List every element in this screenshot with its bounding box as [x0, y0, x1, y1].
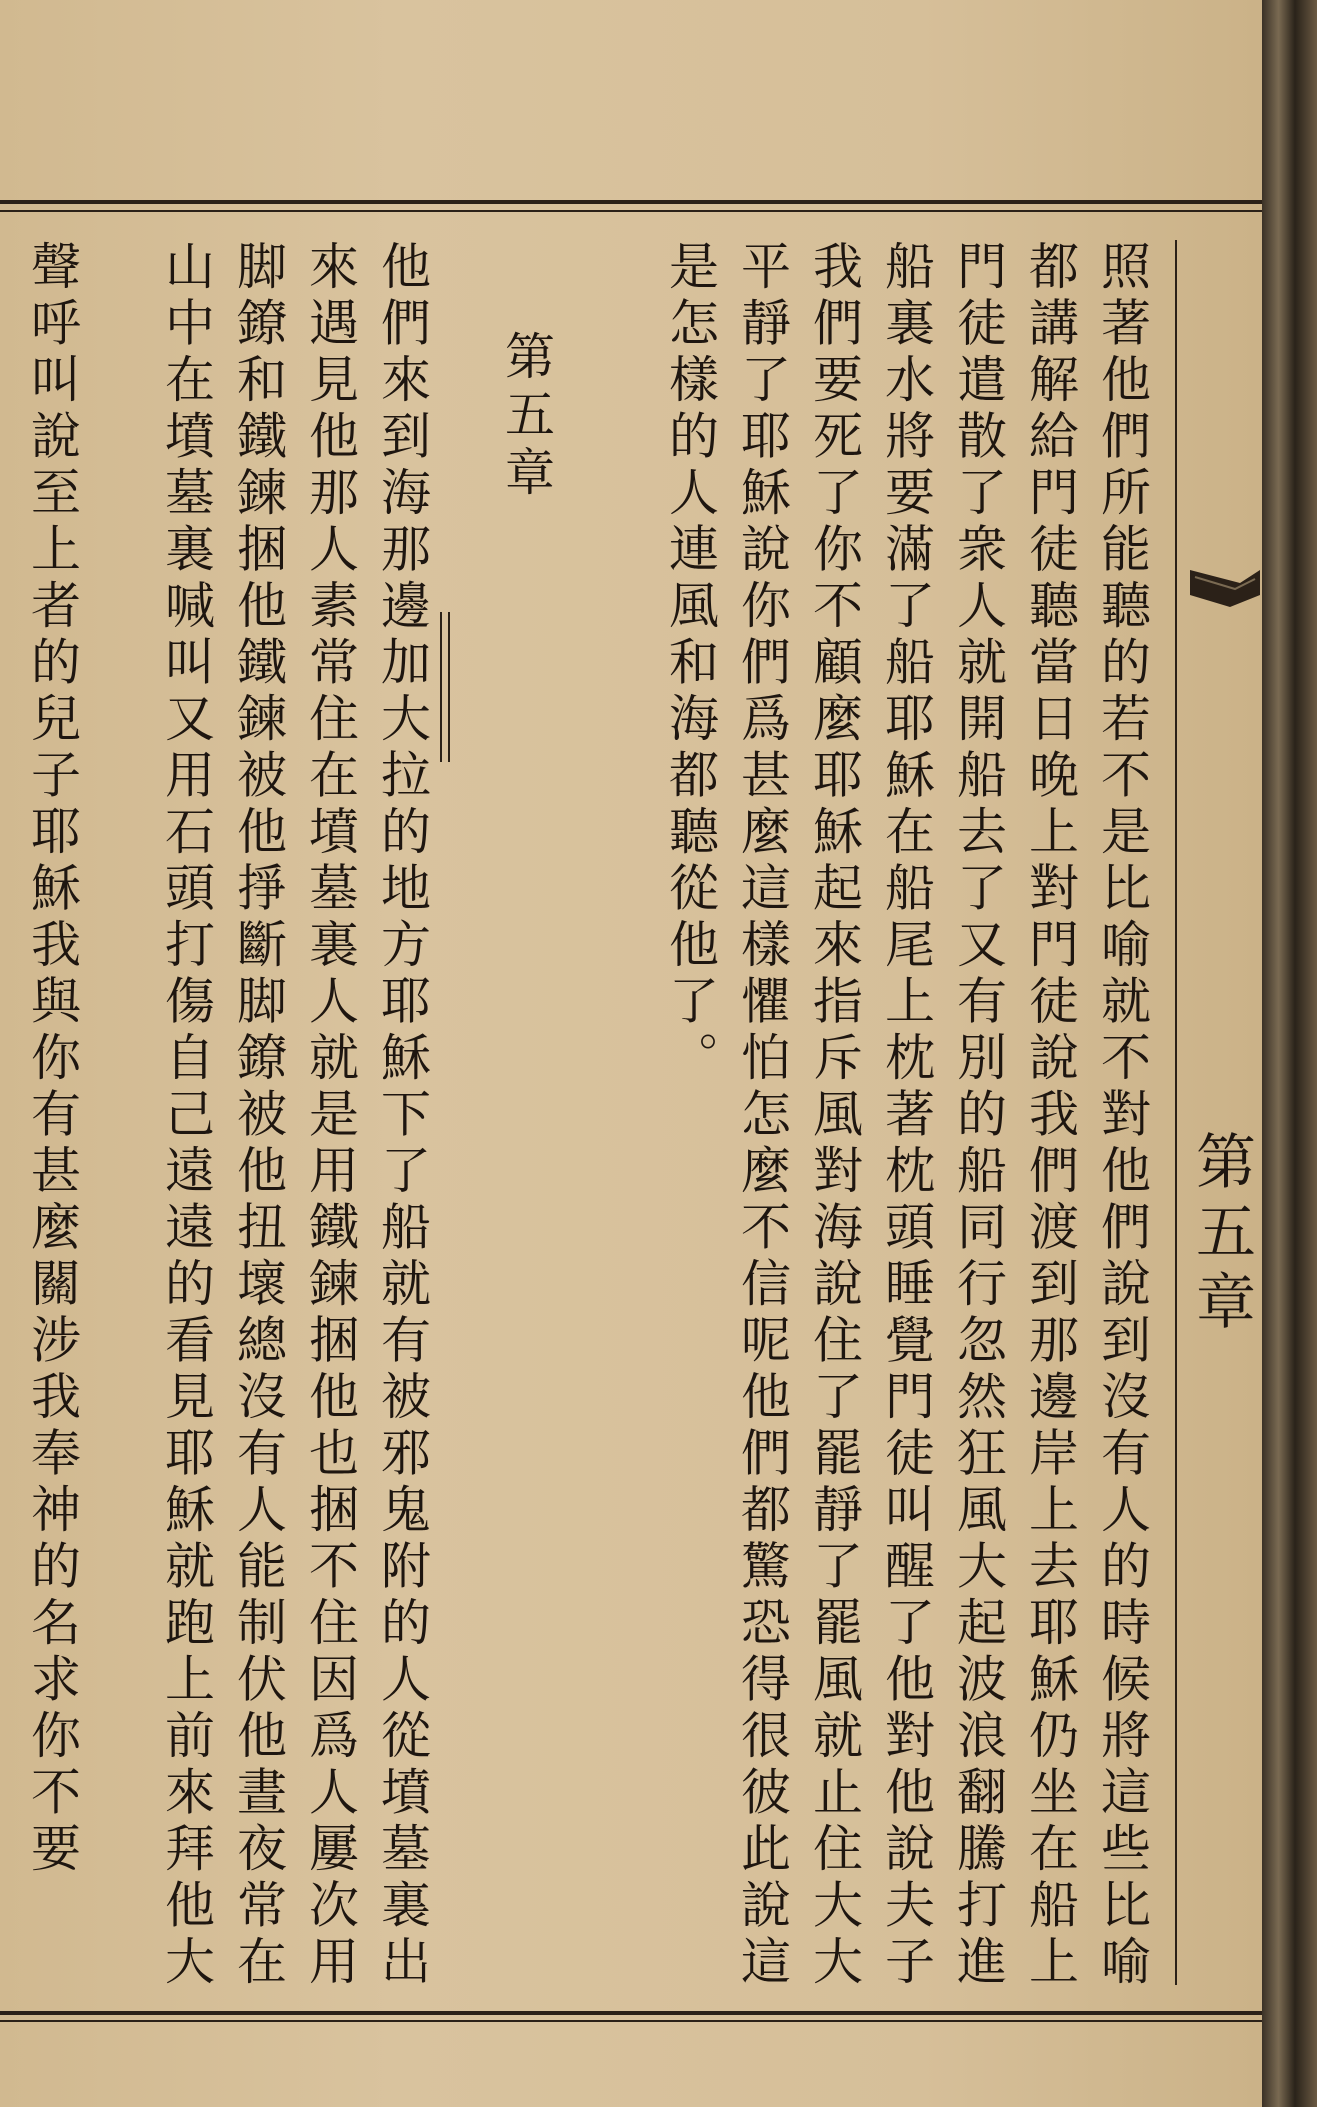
place-name-underline: [440, 612, 450, 762]
margin-divider-rule: [1175, 240, 1177, 1985]
bottom-border-rule-inner: [0, 2020, 1262, 2022]
text-column: 脚鐐和鐵鍊捆他鐵鍊被他掙斷脚鐐被他扭壞總沒有人能制伏他晝夜常在: [229, 240, 287, 1992]
page-edge: [1262, 0, 1317, 2107]
text-column: 照著他們所能聽的若不是比喻就不對他們說到沒有人的時候將這些比喻: [1093, 240, 1151, 1992]
text-column: 山中在墳墓裏喊叫又用石頭打傷自己遠遠的看見耶穌就跑上前來拜他大: [157, 240, 215, 1992]
text-column: 是怎樣的人連風和海都聽從他了。: [661, 240, 719, 1088]
section-title: 第五章: [497, 330, 555, 504]
text-column: 我們要死了你不顧麼耶穌起來指斥風對海說住了罷靜了罷風就止住大大: [805, 240, 863, 1992]
top-border-rule-inner: [0, 210, 1262, 212]
text-column: 來遇見他那人素常住在墳墓裏人就是用鐵鍊捆他也捆不住因爲人屢次用: [301, 240, 359, 1992]
text-column: 船裏水將要滿了船耶穌在船尾上枕著枕頭睡覺門徒叫醒了他對他說夫子: [877, 240, 935, 1992]
bottom-border-rule: [0, 2011, 1262, 2015]
text-column: 他們來到海那邊加大拉的地方耶穌下了船就有被邪鬼附的人從墳墓裏出: [373, 240, 431, 1992]
top-border-rule: [0, 200, 1262, 204]
text-column: 聲呼叫說至上者的兒子耶穌我與你有甚麼關涉我奉神的名求你不要: [23, 240, 81, 1879]
text-column: 門徒遣散了衆人就開船去了又有別的船同行忽然狂風大起波浪翻騰打進: [949, 240, 1007, 1992]
fold-mark-icon: [1190, 565, 1260, 610]
running-header-chapter: 第五章: [1186, 1130, 1256, 1340]
text-column: 都講解給門徒聽當日晚上對門徒說我們渡到那邊岸上去耶穌仍坐在船上: [1021, 240, 1079, 1992]
text-column: 平靜了耶穌說你們爲甚麼這樣懼怕怎麼不信呢他們都驚恐得很彼此說這: [733, 240, 791, 1992]
